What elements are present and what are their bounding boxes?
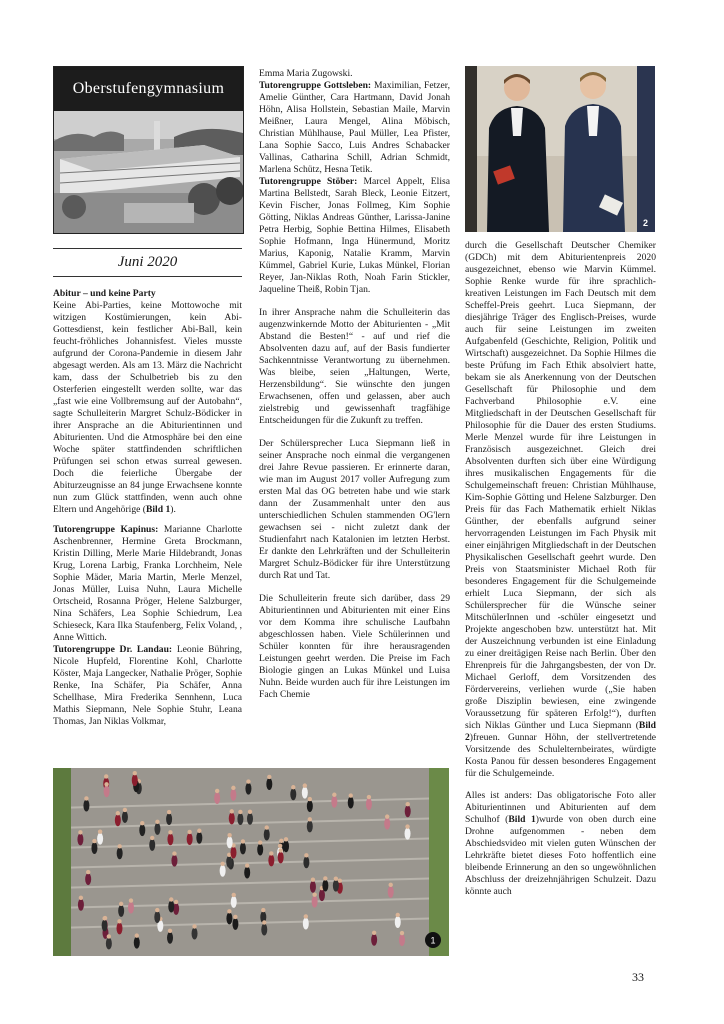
graduate-head [174,900,178,904]
graduate-figure [302,787,308,799]
graduate-head [227,833,231,837]
graduate-head [98,829,102,833]
graduates-group-photo [53,768,449,956]
graduate-head [269,851,273,855]
graduate-head [311,878,315,882]
graduate-head [104,782,108,786]
graduate-figure [348,797,354,809]
graduate-head [372,931,376,935]
article-column-3 [465,240,656,905]
graduate-figure [366,798,372,810]
group-label: Tutorengruppe Dr. Landau: [53,644,173,655]
graduate-figure [290,788,296,800]
graduate-figure [139,824,145,836]
graduate-figure [149,839,155,851]
graduate-figure [261,924,267,936]
graduate-head [119,902,123,906]
graduate-head [303,783,307,787]
graduate-figure [303,856,309,868]
graduate-head [284,837,288,841]
graduate-head [168,929,172,933]
graduate-figure [226,856,232,868]
group-names: Marcel Appelt, Elisa Martina Bellstedt, Sarah Bleck, Leonie Eitzert, Kevin Fischer, Jonas Follmeg, Kim Sophie Götting, Niklas Andreas Günther, Larissa-Janine Petra Herbig, Sophie Bettina Hilmes, Elisabeth Sophie Hofmann, Inga Hünermund, Moritz Marius, Kaponig, Natalie Kramm, Marvin Kümmel, Gabriel Kurie, Lukas Münkel, Florian Reyer, Jan-Niklas Roth, Noah Farin Stickler, Jaqueline Theiß, Robin Tjan. [259,176,450,295]
divider [53,276,242,277]
divider [53,248,242,249]
graduate-head [107,934,111,938]
graduate-figure [214,792,220,804]
graduate-figure [106,937,112,949]
graduate-head [261,908,265,912]
graduate-head [187,830,191,834]
graduate-figure [399,934,405,946]
graduate-head [92,839,96,843]
graduate-figure [78,899,84,911]
graduate-figure [132,774,138,786]
graduate-figure [240,842,246,854]
graduate-figure [134,937,140,949]
graduate-head [155,908,159,912]
graduate-figure [187,833,193,845]
graduate-head [334,876,338,880]
graduate-head [400,931,404,935]
paragraph: )wurde von oben durch eine Drohne aufgenommen - neben dem Abschiedsvideo mit vielen guten Wünschen der Lehrkräfte bietet dieses Foto hoffentlich eine bleibende Erinnerung an den so ungewöhnlichen Abschluss der dreizehnjährigen Schulzeit. Dazu könnte auch [465,814,656,897]
graduate-head [278,844,282,848]
paragraph: In ihrer Ansprache nahm die Schulleiterin das augenzwinkernde Motto der Abiturienten - „Mit Abstand die Besten!“ - auf und rief die Absolventen dazu auf, auf der Basis fundierter Sachkenntnisse Verantwortung zu übernehmen. Was bleibe, seien „Haltungen, Werte, Herzensbildung“. Sie wünschte den jungen Erwachsenen, offen und gelassen, aber auch zielstrebig und gewissenhaft tragfähige Entscheidungen für die Zukunft zu treffen. [259,307,450,426]
graduate-head [192,924,196,928]
graduate-figure [154,911,160,923]
graduate-head [248,810,252,814]
group-names: Marianne Charlotte Aschenbrenner, Hermine Greta Brockmann, Kristin Dilling, Merle Marie Hildebrandt, Jonas Krug, Lorena Larbig, Franka Lorchheim, Nele Sophie Mäder, Maria Martin, Merle Menzel, Jonas Müller, Luisa Nuhn, Laura Michelle Ortscheid, Rosanna Pröger, Helene Salzburger, Nina Schäfers, Lea Sophie Schiedrum, Lea Schieseck, Kara Ilka Staufenberg, Felix Voland, , Anne Wittich. [53,524,242,643]
graduate-figure [244,867,250,879]
graduate-head [304,853,308,857]
graduate-figure [83,799,89,811]
graduate-figure [167,833,173,845]
graduate-head [86,870,90,874]
graduate-figure [278,851,284,863]
graduate-figure [395,916,401,928]
graduate-head [168,830,172,834]
graduate-head [323,876,327,880]
graduate-head [227,909,231,913]
graduate-head [267,775,271,779]
graduate-head [140,821,144,825]
graduate-figure [371,934,377,946]
graduate-head [241,839,245,843]
graduate-figure [264,829,270,841]
graduate-head [233,915,237,919]
page-number: 33 [632,970,644,984]
graduate-head [332,793,336,797]
graduate-head [215,789,219,793]
graduate-head [129,898,133,902]
graduate-figure [229,812,235,824]
graduate-figure [226,912,232,924]
graduate-figure [91,842,97,854]
graduate-figure [231,846,237,858]
graduate-head [258,840,262,844]
paragraph: Alles ist anders: Das obligatorische Foto aller Abiturientinnen und Abiturienten auf dem Schulhof ( [465,790,656,825]
graduate-head [117,919,121,923]
graduate-head [304,914,308,918]
graduate-figure [97,833,103,845]
graduate-figure [104,785,110,797]
graduate-figure [384,818,390,830]
graduate-head [389,883,393,887]
group-names: Maximilian, Fetzer, Amelie Günther, Cara Hartmann, David Jonah Höhn, Alisa Hollstein, Sebastian Maile, Marvin Meißner, Laura Mengel, Alina Möbisch, Christian Mühlhause, Paul Müller, Lea Pfister, Lana Sophie Sacco, Luis Andres Schabacker Vallinas, Catharina Schill, Adrian Schmidt, Marlena Schütz, Hesna Tetik. [259,80,451,175]
graduate-head [246,779,250,783]
graduate-head [197,829,201,833]
award-winners-photo [465,66,655,232]
photo-badge-2: 2 [643,218,649,228]
graduate-head [133,771,137,775]
graduate-figure [220,865,226,877]
graduate-figure [117,847,123,859]
graduate-figure [116,922,122,934]
graduate-figure [166,813,172,825]
graduate-head [349,793,353,797]
figure-reference: Bild 1 [508,814,536,825]
graduate-figure [257,844,263,856]
graduate-figure [227,836,233,848]
graduate-figure [85,873,91,885]
group-label: Tutorengruppe Gottsleben: [259,80,372,91]
masthead [53,66,244,234]
group-names: Emma Maria Zugowski. [259,68,353,79]
graduate-figure [266,778,272,790]
graduate-head [104,774,108,778]
graduate-figure [231,896,237,908]
graduate-figure [154,823,160,835]
article-column-2 [259,68,450,708]
graduate-head [396,913,400,917]
graduate-figure [128,902,134,914]
graduate-figure [167,932,173,944]
graduate-figure [283,840,289,852]
graduate-figure [322,879,328,891]
graduate-head [312,892,316,896]
graduate-figure [310,881,316,893]
graduate-head [155,820,159,824]
graduate-figure [102,919,108,931]
graduate-head [406,802,410,806]
graduate-head [291,785,295,789]
masthead-title: Oberstufengymnasium [54,67,243,111]
paragraph: durch die Gesellschaft Deutscher Chemiker (GDCh) mit dem Abiturientenpreis 2020 ausgezeichnet, ebenso wie Marvin Kümmel. Sophie Renke wurde für ihre sprachlich-kreativen Leistungen im Fach Deutsch mit dem Scheffel-Preis geehrt. Luca Siepmann, der diesjährige Träger des Englisch-Preises, wurde auch für seine Leistungen im zweiten Aufgabenfeld (Geschichte, Religion, Politik und Wirtschaft) ausgezeichnet. Da Sophie Hilmes die beste Prüfung im Fach Ethik absolviert hatte, bekam sie als Anerkennung von der Deutschen Gesellschaft für Philosophie und dem Fachverband Philosophie e.V. eine Mitgliedschaft in der Deutschen Gesellschaft für Philosophie für die Dauer des ersten Studiums. Merle Menzel wurde für ihre Leistungen in Französisch ausgezeichnet. Gleich drei Absolventen durften sich über eine Würdigung ihres musikalischen Engagements für die Schulgemeinschaft freuen: Christian Mühlhause, Kim-Sophie Götting und Helene Salzburger. Den Preis für das Fach Mathematik erhielt Niklas Günther, der ebenfalls aufgrund seiner hervorragenden Leistungen im Fach Physik mit einer einjährigen Mitgliedschaft in der Deutschen Physikalischen Gesellschaft geehrt wurde. Den Preis von Staatsminister Michael Roth für besonderes Engagement für die Schulgemeinde erhielt Luca Siepmann, der sich als Schülersprecher für die Wünsche seiner MitschülerInnen und -schüler eingesetzt und Projekte angeschoben bzw. unterstützt hat. Mit der Auszeichnung verbunden ist eine Einladung zu einer dreitägigen Reise nach Berlin. Über den Ehrenpreis für die Jahrgangsbesten, der von Dr. Michael Gerloff, dem Vorsitzenden des Fördervereins, verliehen wurde („Sie haben große Disziplin bewiesen, eine zwingende Voraussetzung für späteren Erfolg!“), durften sich Niklas Günther und Luca Siepmann ( [465,240,656,731]
figure-reference: Bild 1 [145,504,171,515]
graduate-head [308,817,312,821]
graduate-head [150,836,154,840]
graduate-figure [245,783,251,795]
graduate-head [102,916,106,920]
graduate-figure [307,820,313,832]
graduate-head [135,933,139,937]
group-label: Tutorengruppe Kapinus: [53,524,159,535]
graduate-head [172,851,176,855]
graduate-head [117,844,121,848]
graduate-figure [192,927,198,939]
graduate-head [279,839,283,843]
graduate-figure [303,917,309,929]
graduate-head [278,848,282,852]
article-intro: Keine Abi-Parties, keine Mottowoche mit witzigen Kostümierungen, kein Abi-Gottesdienst, kein festlicher Abi-Ball, kein feucht-fröhliches Johannisfest. Vieles musste aufgrund der Corona-Pandemie in diesem Jahr abgesagt werden. Als am 13. März die Nachricht kam, dass der Schulbetrieb bis zu den Osterferien eingestellt werden sollte, war das „fast wie eine Vollbremsung auf der Autobahn“, sagte Schulleiterin Margret Schulz-Bödicker in ihrer Ansprache an die Abiturientinnen und Abiturienten. Und die Atmosphäre bei den eine Woche später stattfindenden schriftlichen Prüfungen sei schon etwas surreal gewesen. Doch die feierliche Übergabe der Abiturzeugnisse an 84 junge Erwachsene konnte nun zum Glück stattfinden, wenn auch ohne Eltern und Angehörige ( [53,300,242,515]
graduate-head [169,897,173,901]
graduate-figure [405,805,411,817]
graduate-head [308,797,312,801]
group-names: Leonie Bühring, Nicole Hupfeld, Florentine Kohl, Charlotte Köster, Maja Langecker, Nathalie Pröger, Sophie Renke, Ina Schäfer, Pia Schäfer, Anna Schellhase, Mira Frederika Sennhenn, Luca Mathis Siepmann, Nele Sophie Stuhr, Leana Thomas, Jan Niklas Volkmar, [53,644,242,727]
graduate-figure [247,813,253,825]
group-label: Tutorengruppe Stöber: [259,176,358,187]
graduate-head [116,811,120,815]
graduate-figure [405,828,411,840]
graduate-head [385,814,389,818]
graduate-figure [388,886,394,898]
graduate-head [367,795,371,799]
figure-reference: Bild 2 [465,720,656,743]
graduate-head [238,810,242,814]
graduate-figure [232,918,238,930]
graduate-head [79,896,83,900]
graduate-figure [118,905,124,917]
graduate-head [84,796,88,800]
graduate-figure [268,854,274,866]
issue-date: Juni 2020 [117,254,178,270]
graduate-head [220,862,224,866]
graduate-head [245,863,249,867]
graduate-head [232,893,236,897]
graduate-figure [168,900,174,912]
graduate-figure [77,833,83,845]
graduate-head [123,808,127,812]
graduate-head [265,825,269,829]
graduate-head [167,810,171,814]
paragraph-end: ). [170,504,176,515]
graduate-figure [122,811,128,823]
graduate-head [231,786,235,790]
graduate-figure [196,832,202,844]
graduate-head [78,830,82,834]
article-heading: Abitur – und keine Party [53,288,156,299]
graduate-head [230,809,234,813]
graduate-figure [333,880,339,892]
paragraph: )freuen. Gunnar Höhn, der stellvertretende Vorsitzende des Schulelternbeirates, würdigte Kosta Panou für dessen besonderes Engagement für die Schulgemeinde. [465,732,656,779]
graduate-figure [115,814,121,826]
graduate-figure [319,889,325,901]
graduate-head [405,824,409,828]
school-building-photo [54,111,243,233]
graduate-figure [237,813,243,825]
paragraph: Die Schulleiterin freute sich darüber, dass 29 Abiturientinnen und Abiturienten mit einer Eins vor dem Komma ihre schulische Laufbahn abgeschlossen haben. Viele Schülerinnen und Schüler konnten für ihre herausragenden Leistungen geehrt werden. Die Preise im Fach Biologie gingen an Lukas Münkel und Luisa Nuhn. Beide wurden auch für ihre Leistungen im Fach Chemie [259,593,450,700]
article-column-1 [53,288,242,735]
graduate-figure [312,896,318,908]
graduate-head [262,920,266,924]
graduate-figure [331,796,337,808]
photo-badge-1: 1 [430,935,436,946]
graduate-figure [171,855,177,867]
graduate-figure [307,800,313,812]
graduate-figure [230,789,236,801]
paragraph: Der Schülersprecher Luca Siepmann ließ in seiner Ansprache noch einmal die vergangenen drei Jahre Revue passieren. Er erinnerte daran, wie man im August 2017 voller Aufregung zum ersten Mal das OG betreten habe und wie stark dann der Zusammenhalt unter den aus unterschiedlichen Schulen stammenden OG'lern gewachsen sei - nicht zuletzt dank der Studienfahrt nach Katalonien im letzten Herbst. Er dankte den Lehrkräften und der Schulleiterin Margret Schulz-Bödicker für ihre Unterstützung durch Rat und Tat. [259,438,450,581]
